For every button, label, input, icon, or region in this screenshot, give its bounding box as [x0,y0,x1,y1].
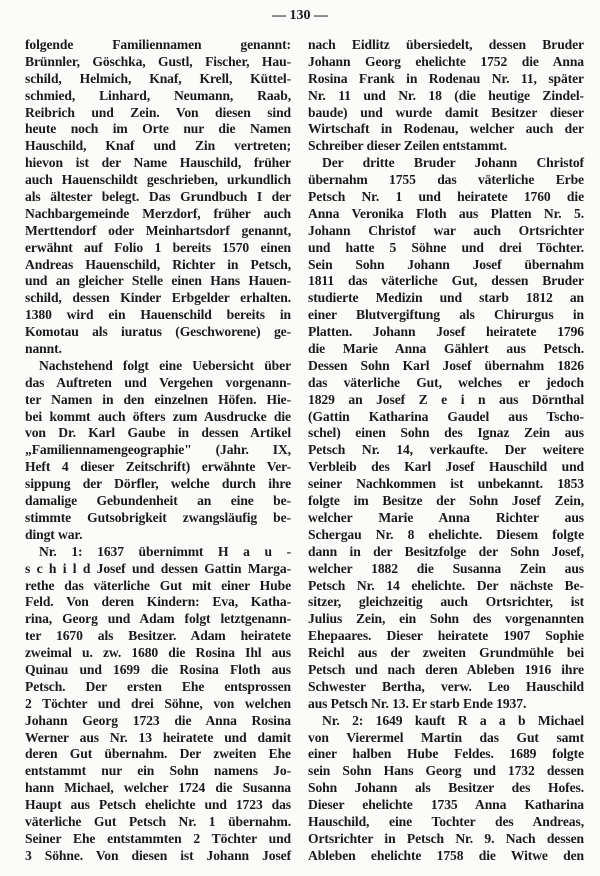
text-line: heute noch im Orte nur die Namen [25,121,291,137]
text-line: sitzer, gleichzeitig auch Ortsrichter, ist [308,594,584,610]
text-line: einer Blutvergiftung als Chirurgus in [308,307,584,323]
text-line: Ortsrichter in Petsch Nr. 9. Nach dessen [308,830,584,846]
text-line: folgende Familiennamen genannt: [25,37,291,52]
text-line: Nr. 1: 1637 übernimmt H a u - [39,543,291,559]
text-line: Haupt aus Petsch ehelichte und 1723 das [25,797,291,813]
text-line: die Marie Anna Gählert aus Petsch. [308,341,584,357]
text-line: Reibrich und Zein. Von diesen sind [25,104,291,120]
text-line: Merttendorf oder Meinhartsdorf genannt, [25,222,291,238]
text-line: hievon ist der Name Hauschild, früher [25,155,291,171]
text-line: Julius Zein, ein Sohn des vorgenannten [308,611,584,627]
text-line: auch Hauenschildt geschrieben, urkundlich [25,172,291,188]
text-line: von Dr. Karl Gaube in dessen Artikel [25,425,291,441]
text-line: schmied, Linhard, Neumann, Raab, [25,87,291,103]
text-line: erwähnt auf Folio 1 bereits 1570 einen [25,239,291,255]
text-line: schel) einen Sohn des Ignaz Zein aus [308,425,584,441]
text-line: von Vierermel Martin das Gut samt [308,729,584,745]
text-line: Komotau als iuratus (Geschworene) ge- [25,324,291,340]
text-line: studierte Medizin und starb 1812 an [308,290,584,306]
text-line: Platten. Johann Josef heiratete 1796 [308,324,584,340]
text-line: Dessen Sohn Karl Josef übernahm 1826 [308,357,584,373]
text-line: nannt. [25,341,62,357]
text-line: Heft 4 dieser Zeitschrift) erwähnte Ver- [25,459,291,475]
text-line: zweimal u. zw. 1680 die Rosina Ihl aus [25,645,291,661]
text-line: Petsch Nr. 14, verkaufte. Der weitere [308,442,584,458]
text-line: Sohn Johann als Besitzer des Hofes. [308,780,584,796]
text-line: Verbleib des Karl Josef Hauschild und [308,459,584,475]
text-line: Werner aus Nr. 13 heiratete und damit [25,729,291,745]
text-line: Petsch Nr. 1 und heiratete 1760 die [308,189,584,205]
text-line: Schwester Bertha, verw. Leo Hauschild [308,678,584,694]
text-line: Anna Veronika Floth aus Platten Nr. 5. [308,205,584,221]
text-line: übernahm 1755 das väterliche Erbe [308,172,584,188]
text-line: Seiner Ehe entstammten 2 Töchter und [25,830,291,846]
text-line: 2 Töchter und drei Söhne, von welchen [25,695,291,711]
text-line: Nr. 2: 1649 kauft R a a b Michael [322,712,584,728]
text-line: baude) und wurde damit Besitzer dieser [308,104,584,120]
text-line: Nr. 11 und Nr. 18 (die heutige Zindel- [308,87,584,103]
text-line: Dieser ehelichte 1735 Anna Katharina [308,797,584,813]
text-line: Schergau Nr. 8 ehelichte. Diesem folgte [308,526,584,542]
text-line: Hauschild, eine Tochter des Andreas, [308,813,584,829]
text-line: dann in der Besitzfolge der Sohn Josef, [308,543,584,559]
text-line: Brünnler, Göschka, Gustl, Fischer, Hau- [25,53,291,69]
text-line: Petsch und nach deren Ableben 1916 ihre [308,661,584,677]
text-line: Johann Georg ehelichte 1752 die Anna [308,53,584,69]
text-line: ter Namen in den einzelnen Höfen. Hie- [25,391,291,407]
text-line: 1811 das väterliche Gut, dessen Bruder [308,273,584,289]
page-number: — 130 — [272,8,328,23]
text-line: s c h i l d Josef und dessen Gattin Marga- [25,560,291,576]
text-line: Ehepaares. Dieser heiratete 1907 Sophie [308,628,584,644]
text-line: Quinau und 1699 die Rosina Floth aus [25,661,291,677]
text-line: welcher Marie Anna Richter aus [308,509,584,525]
left-column [25,37,291,865]
text-line: Feld. Von deren Kindern: Eva, Katha- [25,594,291,610]
text-line: sein Sohn Hans Georg und 1732 dessen [308,763,584,779]
text-line: und hatte 5 Söhne und drei Töchter. [308,239,584,255]
text-line: (Gattin Katharina Gaudel aus Tscho- [308,408,584,424]
text-line: Schreiber dieser Zeilen entstammt. [308,138,507,154]
text-line: das väterliche Gut, welches er jedoch [308,374,584,390]
text-line: 1380 wird ein Hauenschild bereits in [25,307,291,323]
text-line: stimmte Gutsobrigkeit zwangsläufig be- [25,509,291,525]
text-line: hann Michael, welcher 1724 die Susanna [25,780,291,796]
text-line: Reichl aus der zweiten Grundmühle bei [308,645,584,661]
text-line: Sein Sohn Johann Josef übernahm [308,256,584,272]
text-line: väterliche Gut Petsch Nr. 1 übernahm. [25,813,291,829]
text-line: Ableben ehelichte 1758 die Witwe den [308,847,584,863]
text-line: Der dritte Bruder Johann Christof [322,155,584,171]
text-line: rina, Georg und Adam folgt letztgenann- [25,611,291,627]
text-line: als ältester belegt. Das Grundbuch I der [25,189,291,205]
text-line: Johann Georg 1723 die Anna Rosina [25,712,291,728]
text-line: Andreas Hauenschild, Richter in Petsch, [25,256,291,272]
text-line: deren Gut übernahm. Der zweiten Ehe [25,746,291,762]
text-line: folgte im Besitze der Sohn Josef Zein, [308,493,584,509]
text-line: Hauschild, Knaf und Zin vertreten; [25,138,291,154]
text-line: das Auftreten und Vergehen vorgenann- [25,374,291,390]
text-line: dingt war. [25,526,83,542]
text-line: 3 Söhne. Von diesen ist Johann Josef [25,847,291,863]
text-line: nach Eidlitz übersiedelt, dessen Bruder [308,37,584,52]
text-line: entstammt nur ein Sohn namens Jo- [25,763,291,779]
text-line: und an gleicher Stelle einen Hans Hauen- [25,273,291,289]
text-line: Petsch. Der ersten Ehe entsprossen [25,678,291,694]
text-line: Petsch Nr. 14 ehelichte. Der nächste Be- [308,577,584,593]
text-line: schild, dessen Kinder Erbgelder erhalten. [25,290,291,306]
text-line: seiner Nachkommen ist unbekannt. 1853 [308,476,584,492]
right-column [308,37,584,865]
text-line: welcher 1882 die Susanna Zein aus [308,560,584,576]
text-line: Nachbargemeinde Merzdorf, früher auch [25,205,291,221]
text-line: ter 1670 als Besitzer. Adam heiratete [25,628,291,644]
text-line: aus Petsch Nr. 13. Er starb Ende 1937. [308,695,527,711]
text-line: sippung der Dörfler, welche durch ihre [25,476,291,492]
text-line: Wirtschaft in Rodenau, welcher auch der [308,121,584,137]
text-line: rethe das väterliche Gut mit einer Hube [25,577,291,593]
text-line: Johann Christof war auch Ortsrichter [308,222,584,238]
text-line: bei kommt auch öfters zum Ausdrucke die [25,408,291,424]
text-line: einer halben Hube Feldes. 1689 folgte [308,746,584,762]
text-line: Rosina Frank in Rodenau Nr. 11, später [308,70,584,86]
text-line: schild, Helmich, Knaf, Krell, Küttel- [25,70,291,86]
text-line: Nachstehend folgt eine Uebersicht über [39,357,291,373]
text-line: damalige Gebundenheit an eine be- [25,493,291,509]
text-line: „Familiennamengeographie" (Jahr. IX, [25,442,291,458]
text-line: 1829 an Josef Z e i n aus Dörnthal [308,391,584,407]
